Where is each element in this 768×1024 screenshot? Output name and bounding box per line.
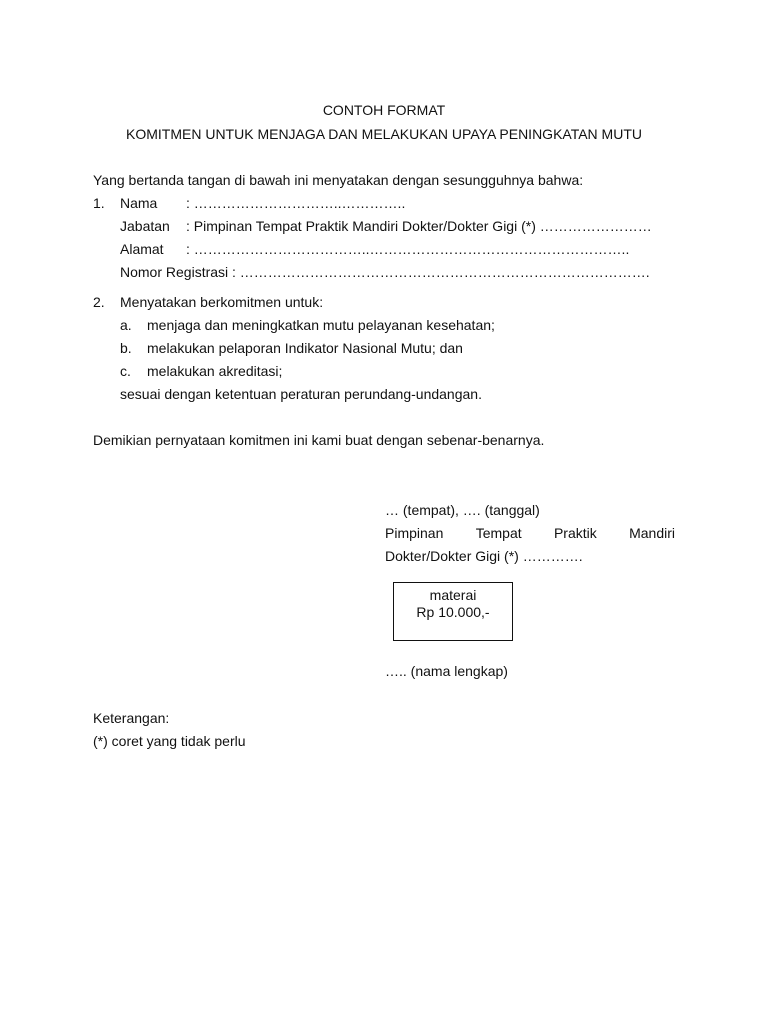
subitem-b-text: melakukan pelaporan Indikator Nasional Mutu; dan (147, 340, 463, 356)
subitem-a-letter: a. (120, 317, 132, 333)
intro-text: Yang bertanda tangan di bawah ini menyatakan dengan sesungguhnya bahwa: (93, 172, 584, 188)
subitem-b-letter: b. (120, 340, 132, 356)
signer-name: ….. (nama lengkap) (385, 663, 508, 679)
materai-value: Rp 10.000,- (416, 604, 490, 620)
document-subtitle: KOMITMEN UNTUK MENJAGA DAN MELAKUKAN UPAYA PENINGKATAN MUTU (126, 126, 642, 142)
field-registrasi-row (120, 264, 650, 280)
notes-text: (*) coret yang tidak perlu (93, 733, 246, 749)
place-date: … (tempat), …. (tanggal) (385, 502, 540, 518)
signer-role-line-1 (385, 525, 675, 541)
field-nama-value: : …………………………..………….. (186, 195, 406, 211)
field-jabatan-value: : Pimpinan Tempat Praktik Mandiri Dokter/Dokter Gigi (*) …………………… (186, 218, 652, 234)
field-nama-label: Nama (120, 195, 158, 211)
notes-heading: Keterangan: (93, 710, 170, 726)
item-2-closing: sesuai dengan ketentuan peraturan perundang-undangan. (120, 386, 482, 402)
item-2-number: 2. (93, 294, 105, 310)
field-jabatan-label: Jabatan (120, 218, 170, 234)
item-1-number: 1. (93, 195, 105, 211)
field-registrasi-label: Nomor Registrasi (120, 264, 229, 280)
field-alamat-value: : ………………………………..……………………………………………….. (186, 241, 630, 257)
materai-stamp-box (393, 582, 513, 641)
document-title: CONTOH FORMAT (322, 102, 446, 118)
item-2-heading: Menyatakan berkomitmen untuk: (120, 294, 324, 310)
field-alamat-label: Alamat (120, 241, 164, 257)
signer-role-line-2: Dokter/Dokter Gigi (*) …………. (385, 548, 583, 564)
subitem-c-letter: c. (120, 363, 131, 379)
materai-label: materai (429, 587, 477, 603)
role-word: Praktik (553, 525, 597, 541)
subitem-a-text: menjaga dan meningkatkan mutu pelayanan kesehatan; (147, 317, 495, 333)
closing-statement: Demikian pernyataan komitmen ini kami buat dengan sebenar-benarnya. (93, 432, 545, 448)
role-word: Pimpinan (385, 525, 444, 541)
role-word: Mandiri (629, 525, 675, 541)
role-word: Tempat (475, 525, 522, 541)
subitem-c-text: melakukan akreditasi; (147, 363, 283, 379)
field-registrasi-value: : ……………………………………………………………………………. (228, 264, 650, 280)
